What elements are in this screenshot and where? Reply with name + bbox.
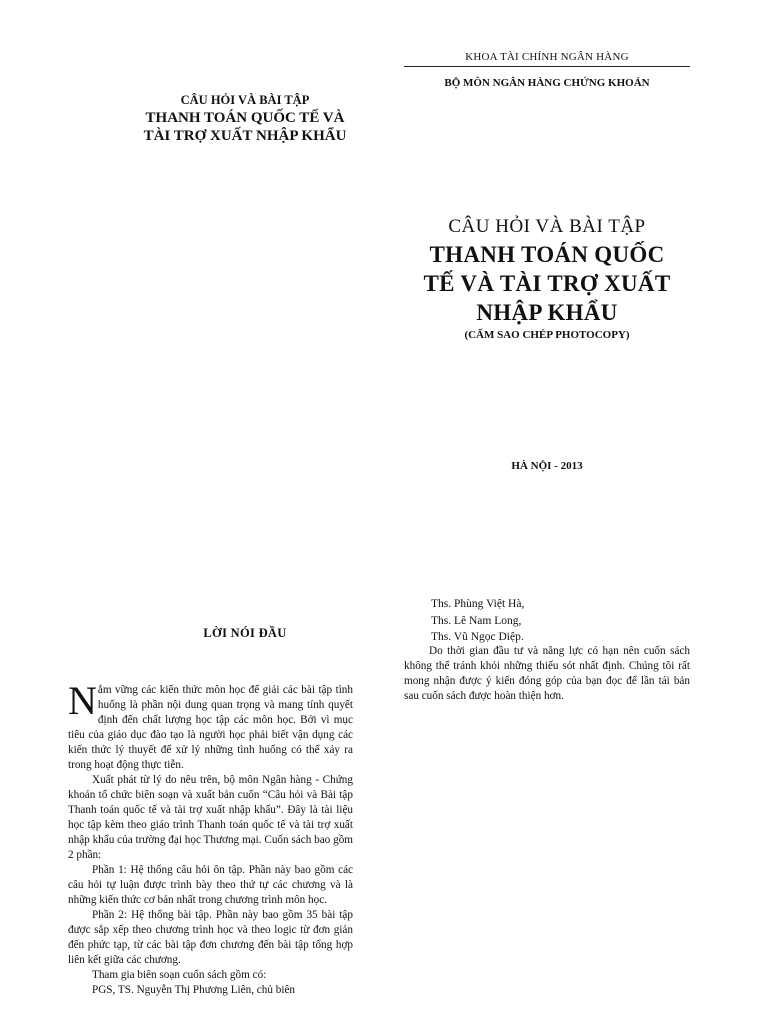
faculty-name: KHOA TÀI CHÍNH NGÂN HÀNG (465, 51, 629, 63)
preface-paragraph-text: ắm vững các kiến thức môn học để giải các bài tập tình huống là phần nội dung quan trọng và mang tính quyết định đến chất lượng học tập các môn học. Bởi vì mục tiêu của giáo dục đào tạo là người học phải biết vận dụng các kiến thức lý thuyết để xử lý những tình huống có thể xảy ra trong hoạt động thực tiễn. (68, 684, 353, 771)
preface-paragraph: Phần 2: Hệ thống bài tập. Phần này bao gồm 35 bài tập được sắp xếp theo chương trình học và theo logic từ đơn giản đến phức tạp, từ các bài tập đơn chương đến bài tập tổng hợp liên kết giữa các chương. (68, 909, 353, 966)
preface-paragraph (68, 678, 353, 773)
copy-prohibition-note: (CẤM SAO CHÉP PHOTOCOPY) (464, 329, 630, 341)
left-title (100, 91, 390, 145)
place-year: HÀ NỘI - 2013 (511, 460, 583, 472)
preface-heading: LỜI NÓI ĐẦU (203, 626, 287, 640)
author-item: Ths. Vũ Ngọc Diệp. (431, 631, 524, 643)
preface-paragraph: PGS, TS. Nguyễn Thị Phương Liên, chủ biên (92, 984, 295, 996)
preface-body (68, 678, 353, 998)
closing-note: Do thời gian đầu tư và năng lực có hạn nên cuốn sách không thể tránh khỏi những thiếu sót nhất định. Chúng tôi rất mong nhận được ý kiến đóng góp của bạn đọc để lần tái bản sau cuốn sách được hoàn thiện hơn. (404, 645, 690, 702)
author-item: Ths. Lê Nam Long, (431, 614, 522, 627)
author-item: Ths. Phùng Việt Hà, (431, 598, 525, 610)
cover-title (404, 214, 690, 342)
cover-title-line-3: TẾ VÀ TÀI TRỢ XUẤT (423, 271, 671, 296)
department-name: BỘ MÔN NGÂN HÀNG CHỨNG KHOÁN (444, 77, 650, 89)
cover-title-line-4: NHẬP KHẨU (476, 300, 618, 325)
left-title-line-1: CÂU HỎI VÀ BÀI TẬP (180, 93, 310, 107)
left-title-line-2: THANH TOÁN QUỐC TẾ VÀ (145, 110, 345, 126)
preface-paragraph: Xuất phát từ lý do nêu trên, bộ môn Ngân hàng - Chứng khoán tổ chức biên soạn và xuất bản cuốn “Câu hỏi và Bài tập Thanh toán quốc tế và tài trợ xuất nhập khẩu”. Đây là tài liệu học tập kèm theo giáo trình Thanh toán quốc tế và tài trợ xuất nhập khẩu của trường đại học Thương mại. Cuốn sách bao gồm 2 phần: (68, 774, 353, 861)
cover-title-line-2: THANH TOÁN QUỐC (429, 242, 665, 267)
preface-paragraph: Phần 1: Hệ thống câu hỏi ôn tập. Phần này bao gồm các câu hỏi tự luận được trình bày theo thứ tự các chương và là những kiến thức cơ bản nhất trong chương trình môn học. (68, 864, 353, 906)
left-title-line-3: TÀI TRỢ XUẤT NHẬP KHẨU (143, 128, 347, 144)
preface-paragraph: Tham gia biên soạn cuốn sách gồm có: (92, 969, 267, 981)
cover-title-line-1: CÂU HỎI VÀ BÀI TẬP (448, 216, 646, 237)
header-divider (404, 66, 690, 67)
drop-cap: N (68, 678, 97, 723)
author-list (431, 596, 524, 646)
